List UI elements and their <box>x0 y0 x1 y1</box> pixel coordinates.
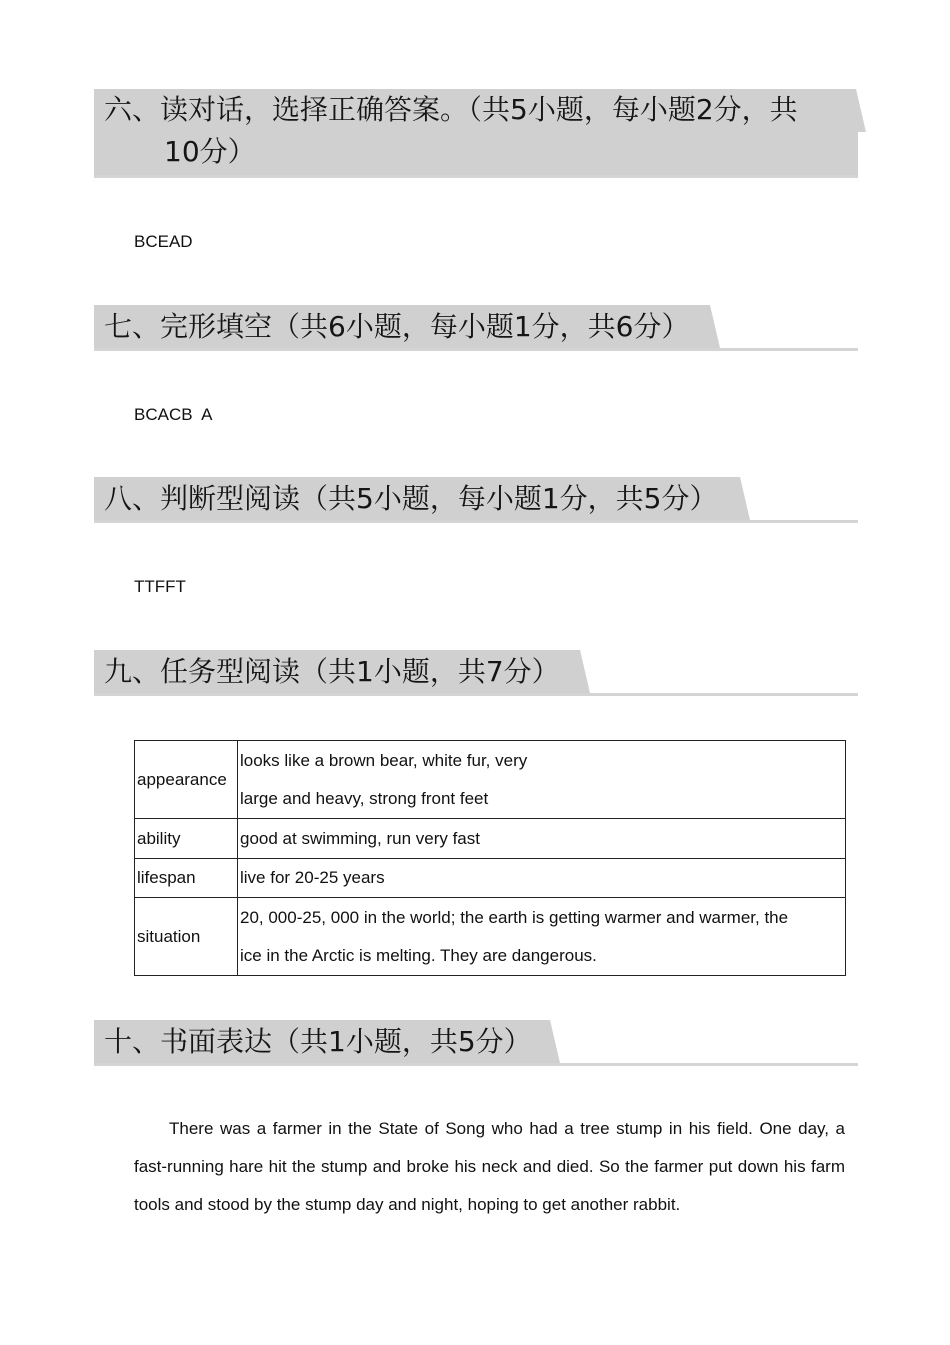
essay-text: There was a farmer in the State of Song who had a tree stump in his field. One day, a fast-running hare hit the stump and broke his neck and died. So the farmer put down his farm tools and stood by the stump day and night, hoping to get another rabbit. <box>134 1119 845 1214</box>
table-value-line: ice in the Arctic is melting. They are dangerous. <box>240 945 597 965</box>
table-value-line: 20, 000-25, 000 in the world; the earth is getting warmer and warmer, the <box>240 907 789 927</box>
section-6-title <box>94 89 858 173</box>
table-value-line: large and heavy, strong front feet <box>240 788 489 808</box>
section-10-title: 十、书面表达（共1小题，共5分） <box>104 1025 532 1058</box>
section-6-header <box>94 89 858 178</box>
section-8-title: 八、判断型阅读（共5小题，每小题1分，共5分） <box>104 482 718 515</box>
table-row <box>135 819 846 859</box>
table-value-cell <box>238 859 846 898</box>
table-value-cell <box>238 741 846 819</box>
section-10-header <box>94 1020 858 1066</box>
table-value-cell <box>238 898 846 976</box>
section-7-header <box>94 305 858 351</box>
table-value-cell <box>238 819 846 859</box>
table-row <box>135 741 846 819</box>
table-value-line: good at swimming, run very fast <box>240 828 480 848</box>
section-7-answer: BCACB A <box>134 405 213 424</box>
section-9-title: 九、任务型阅读（共1小题，共7分） <box>104 655 560 688</box>
table-key-cell: lifespan <box>135 859 238 898</box>
table-value-line: looks like a brown bear, white fur, very <box>240 750 528 770</box>
section-9-header <box>94 650 858 696</box>
table-value-line: live for 20-25 years <box>240 868 385 887</box>
essay-paragraph <box>134 1110 845 1224</box>
table-row <box>135 898 846 976</box>
section-6-title-line-1: 六、读对话，选择正确答案。（共5小题，每小题2分，共 <box>104 93 798 126</box>
section-8-answer: TTFFT <box>134 577 186 596</box>
table-key-cell: situation <box>135 898 238 976</box>
section-6-answer: BCEAD <box>134 232 193 251</box>
section-6-title-line-2: 10分） <box>164 135 256 168</box>
section-8-header <box>94 477 858 523</box>
table-key-cell: ability <box>135 819 238 859</box>
table-row <box>135 859 846 898</box>
task-reading-table <box>134 740 846 976</box>
section-7-title: 七、完形填空（共6小题，每小题1分，共6分） <box>104 310 690 343</box>
table-key-cell: appearance <box>135 741 238 819</box>
